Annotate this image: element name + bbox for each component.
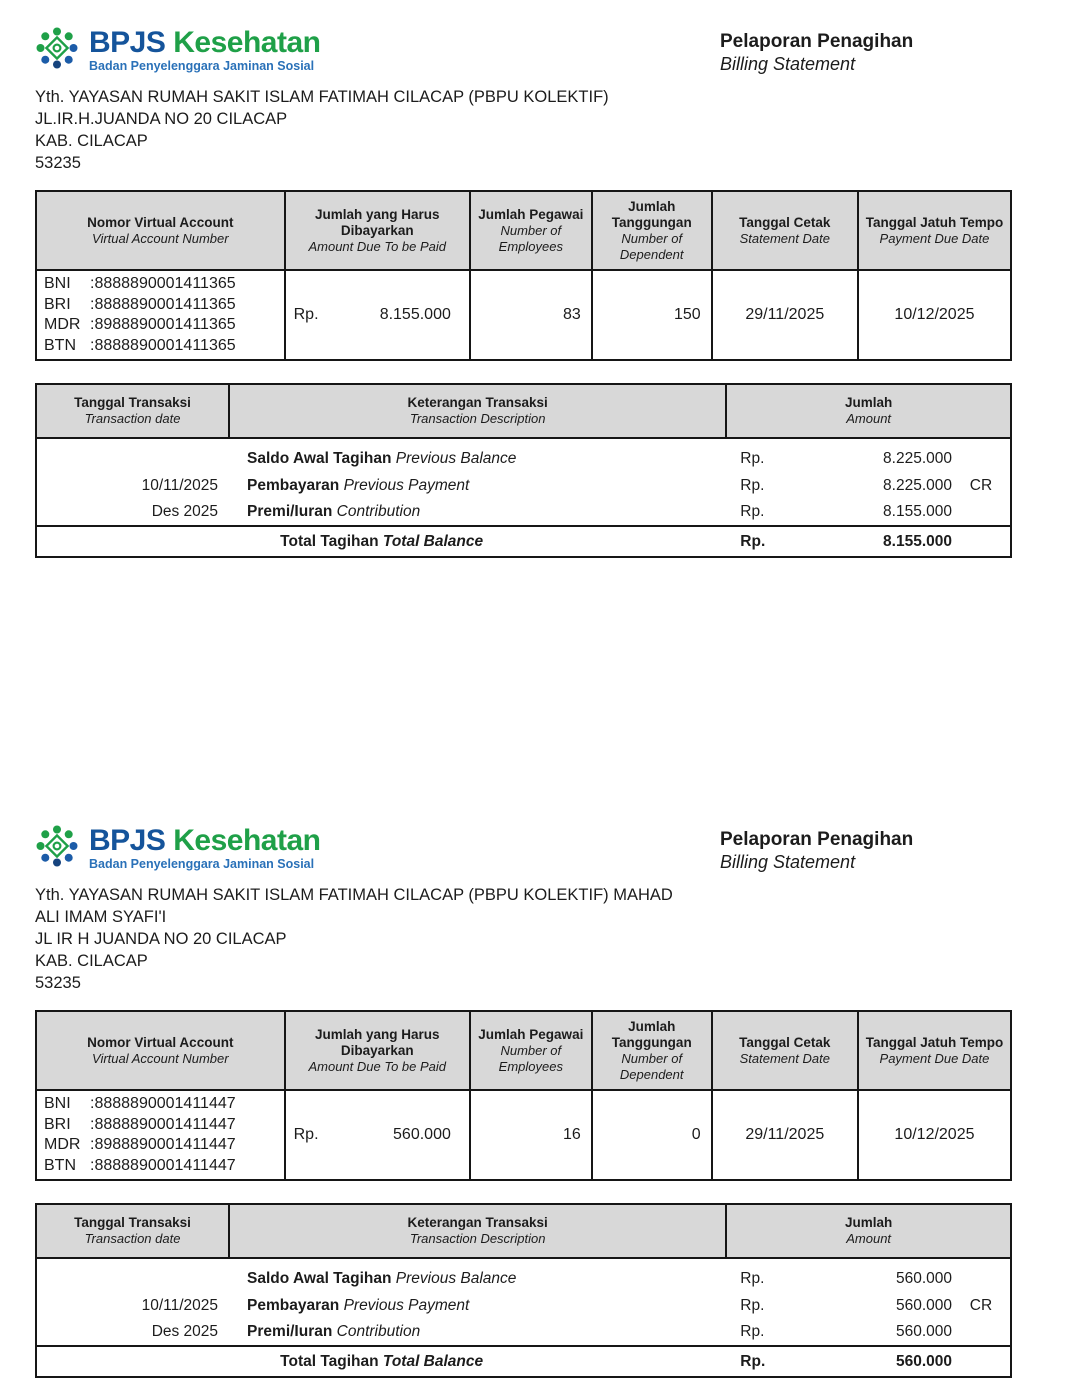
header-id: Jumlah Tanggungan: [611, 199, 692, 230]
address-line: JL.IR.H.JUANDA NO 20 CILACAP: [35, 110, 288, 128]
amount-due-cell: [285, 270, 470, 360]
col-transaction-description: [229, 384, 726, 438]
transaction-row: [36, 1258, 1011, 1292]
description-id: Premi/Iuran: [247, 503, 333, 520]
transaction-amount-cell: [726, 499, 1011, 526]
header-en: Transaction date: [84, 411, 181, 427]
description-id: Pembayaran: [247, 476, 340, 494]
brand-bpjs: BPJS: [89, 26, 166, 59]
col-transaction-date: [36, 1204, 229, 1258]
billing-summary-table: [35, 190, 1012, 361]
va-number: :8888890001411447: [90, 1095, 236, 1112]
description-en: Previous Balance: [395, 450, 517, 467]
payment-due-date: 10/12/2025: [858, 270, 1011, 360]
address-line: Yth. YAYASAN RUMAH SAKIT ISLAM FATIMAH CILACAP (PBPU KOLEKTIF): [35, 88, 609, 106]
description-en: Previous Payment: [343, 476, 470, 494]
total-amount-cell: [726, 1346, 1011, 1377]
brand-kesehatan: Kesehatan: [173, 26, 321, 59]
credit-flag: CR: [969, 1296, 993, 1314]
col-dependents: [592, 1011, 712, 1090]
va-bank: MDR: [44, 316, 81, 333]
address-line: Yth. YAYASAN RUMAH SAKIT ISLAM FATIMAH CILACAP (PBPU KOLEKTIF) MAHAD: [35, 886, 673, 904]
total-amount-cell: [726, 526, 1011, 557]
va-number: :8988890001411447: [90, 1136, 236, 1153]
va-number: :8988890001411365: [90, 316, 236, 333]
col-amount-due: [285, 191, 470, 270]
header-en: Number of Dependent: [619, 231, 684, 262]
total-label-id: Total Tagihan: [280, 532, 379, 550]
transaction-description: [229, 1258, 726, 1292]
transaction-row: [36, 1292, 1011, 1319]
document-heading: [720, 824, 1012, 874]
transaction-header-row: [36, 384, 1011, 438]
col-employees: [470, 1011, 592, 1090]
description-en: Contribution: [336, 503, 421, 520]
currency-label: Rp.: [740, 476, 765, 494]
currency-label: Rp.: [740, 503, 765, 520]
statement-date: 29/11/2025: [712, 270, 858, 360]
header-id: Tanggal Cetak: [739, 214, 831, 230]
header-en: Statement Date: [739, 1050, 830, 1066]
va-entry: [44, 274, 277, 295]
brand-text: [89, 26, 320, 73]
header-id: Keterangan Transaksi: [407, 1215, 548, 1231]
va-number: :8888890001411365: [90, 295, 236, 313]
va-bank: MDR: [44, 1136, 81, 1153]
address-line: ALI IMAM SYAFI'I: [35, 908, 167, 926]
summary-data-row: [36, 1090, 1011, 1180]
col-transaction-amount: [726, 1204, 1011, 1258]
currency-label: Rp.: [740, 1270, 765, 1287]
header-en: Transaction date: [84, 1231, 181, 1247]
total-label: [36, 526, 726, 557]
total-label-id: Total Tagihan: [280, 1352, 379, 1370]
employees-count: 83: [470, 270, 592, 360]
transaction-row: [36, 499, 1011, 526]
transaction-amount-cell: [726, 472, 1011, 499]
header-en: Amount Due To be Paid: [308, 238, 447, 254]
doc-subtitle: Billing Statement: [720, 852, 856, 872]
header-id: Nomor Virtual Account: [87, 1034, 234, 1050]
va-number: :8888890001411365: [90, 275, 236, 292]
amount-value: 8.225.000: [883, 476, 952, 494]
total-row: [36, 526, 1011, 557]
header-id: Tanggal Transaksi: [74, 1215, 191, 1231]
address-line: JL IR H JUANDA NO 20 CILACAP: [35, 930, 287, 948]
bpjs-logo: [35, 26, 320, 75]
transaction-amount-cell: [726, 1258, 1011, 1292]
transaction-date: 10/11/2025: [141, 1296, 219, 1314]
brand-tagline: Badan Penyelenggara Jaminan Sosial: [89, 59, 315, 73]
va-entry: [44, 1156, 277, 1177]
header-en: Number of Dependent: [619, 1051, 684, 1082]
transaction-row: [36, 438, 1011, 472]
currency-label: Rp.: [293, 1126, 319, 1143]
transaction-description: [229, 472, 726, 499]
description-id: Premi/Iuran: [247, 1323, 333, 1340]
total-label-en: Total Balance: [382, 532, 484, 550]
transaction-date: 10/11/2025: [141, 476, 219, 494]
amount-value: 8.155.000: [883, 503, 952, 520]
col-transaction-date: [36, 384, 229, 438]
total-amount-value: 560.000: [895, 1352, 952, 1370]
header-id: Jumlah yang Harus Dibayarkan: [314, 206, 440, 238]
description-en: Previous Payment: [343, 1296, 470, 1314]
header-en: Transaction Description: [409, 1231, 546, 1247]
va-bank: BRI: [44, 1115, 71, 1133]
va-entry: [44, 1094, 277, 1115]
header-en: Payment Due Date: [879, 1050, 990, 1066]
address-line: 53235: [35, 154, 81, 172]
va-entry: [44, 315, 277, 336]
dependents-count: 150: [592, 270, 712, 360]
transaction-description: [229, 1319, 726, 1346]
summary-header-row: [36, 1011, 1011, 1090]
total-label: [36, 1346, 726, 1377]
header-en: Amount Due To be Paid: [308, 1058, 447, 1074]
amount-value: 560.000: [895, 1323, 952, 1340]
header-en: Number of Employees: [498, 223, 563, 254]
description-en: Contribution: [336, 1323, 421, 1340]
amount-due-value: 560.000: [393, 1126, 451, 1143]
col-virtual-account: [36, 191, 285, 270]
va-entry: [44, 1115, 277, 1136]
va-number: :8888890001411447: [90, 1115, 236, 1133]
description-id: Saldo Awal Tagihan: [247, 1270, 392, 1287]
col-amount-due: [285, 1011, 470, 1090]
va-bank: BTN: [44, 1156, 76, 1174]
total-label-en: Total Balance: [382, 1352, 484, 1370]
header-id: Jumlah: [845, 395, 893, 411]
currency-label: Rp.: [740, 450, 765, 467]
header-id: Tanggal Transaksi: [74, 395, 191, 411]
address-line: KAB. CILACAP: [35, 952, 148, 970]
total-row: [36, 1346, 1011, 1377]
va-number: :8888890001411447: [90, 1156, 236, 1174]
header-id: Keterangan Transaksi: [407, 395, 548, 411]
bpjs-logo: [35, 824, 320, 873]
doc-title: Pelaporan Penagihan: [720, 829, 914, 850]
dependents-count: 0: [592, 1090, 712, 1180]
brand-name: [89, 28, 320, 58]
description-id: Pembayaran: [247, 1296, 340, 1314]
currency-label: Rp.: [293, 306, 319, 323]
transaction-date: Des 2025: [151, 1323, 219, 1340]
brand-text: [89, 824, 320, 871]
header-id: Nomor Virtual Account: [87, 214, 234, 230]
header-en: Statement Date: [739, 230, 830, 246]
header-en: Virtual Account Number: [92, 230, 229, 246]
va-entry: [44, 295, 277, 316]
header-en: Virtual Account Number: [92, 1050, 229, 1066]
amount-due-value: 8.155.000: [379, 306, 451, 323]
va-bank: BRI: [44, 295, 71, 313]
currency-label: Rp.: [740, 1296, 765, 1314]
header-id: Jumlah yang Harus Dibayarkan: [314, 1026, 440, 1058]
va-bank: BTN: [44, 336, 76, 354]
doc-title: Pelaporan Penagihan: [720, 31, 914, 52]
statement-date: 29/11/2025: [712, 1090, 858, 1180]
transaction-description: [229, 1292, 726, 1319]
header-en: Amount: [846, 411, 892, 427]
statement-header: [35, 26, 1012, 76]
col-transaction-amount: [726, 384, 1011, 438]
header-en: Transaction Description: [409, 411, 546, 427]
doc-subtitle: Billing Statement: [720, 54, 856, 74]
address-line: 53235: [35, 974, 81, 992]
va-entry: [44, 1135, 277, 1156]
amount-value: 560.000: [895, 1270, 952, 1287]
header-id: Tanggal Jatuh Tempo: [865, 1034, 1004, 1050]
header-id: Jumlah Tanggungan: [611, 1019, 692, 1050]
transaction-row: [36, 1319, 1011, 1346]
col-due-date: [858, 191, 1011, 270]
col-due-date: [858, 1011, 1011, 1090]
header-en: Amount: [846, 1231, 892, 1247]
header-id: Jumlah Pegawai: [478, 1027, 584, 1042]
brand-kesehatan: Kesehatan: [173, 824, 321, 857]
transaction-amount-cell: [726, 1319, 1011, 1346]
bpjs-rosette-icon: [35, 26, 79, 75]
summary-data-row: [36, 270, 1011, 360]
transaction-amount-cell: [726, 1292, 1011, 1319]
statement-1: [35, 26, 1012, 558]
employees-count: 16: [470, 1090, 592, 1180]
virtual-account-list: [36, 1090, 285, 1180]
col-virtual-account: [36, 1011, 285, 1090]
va-bank: BNI: [44, 275, 71, 292]
col-transaction-description: [229, 1204, 726, 1258]
statement-header: [35, 824, 1012, 874]
brand-bpjs: BPJS: [89, 824, 166, 857]
transaction-table: [35, 383, 1012, 558]
address-line: KAB. CILACAP: [35, 132, 148, 150]
col-statement-date: [712, 191, 858, 270]
transaction-table: [35, 1203, 1012, 1378]
amount-value: 8.225.000: [883, 450, 952, 467]
header-id: Tanggal Cetak: [739, 1034, 831, 1050]
amount-value: 560.000: [895, 1296, 952, 1314]
header-en: Number of Employees: [498, 1043, 563, 1074]
total-amount-value: 8.155.000: [883, 532, 952, 550]
description-id: Saldo Awal Tagihan: [247, 450, 392, 467]
amount-due-cell: [285, 1090, 470, 1180]
billing-summary-table: [35, 1010, 1012, 1181]
summary-header-row: [36, 191, 1011, 270]
transaction-amount-cell: [726, 438, 1011, 472]
document-heading: [720, 26, 1012, 76]
transaction-description: [229, 499, 726, 526]
recipient-address: [35, 86, 1012, 174]
payment-due-date: 10/12/2025: [858, 1090, 1011, 1180]
va-number: :8888890001411365: [90, 336, 236, 354]
va-bank: BNI: [44, 1095, 71, 1112]
header-id: Jumlah: [845, 1215, 893, 1231]
col-dependents: [592, 191, 712, 270]
col-statement-date: [712, 1011, 858, 1090]
header-en: Payment Due Date: [879, 230, 990, 246]
transaction-description: [229, 438, 726, 472]
brand-tagline: Badan Penyelenggara Jaminan Sosial: [89, 857, 315, 871]
brand-name: [89, 826, 320, 856]
transaction-date: [36, 438, 229, 472]
transaction-row: [36, 472, 1011, 499]
col-employees: [470, 191, 592, 270]
transaction-header-row: [36, 1204, 1011, 1258]
transaction-date: Des 2025: [151, 503, 219, 520]
currency-label: Rp.: [740, 1323, 765, 1340]
statement-2: [35, 824, 1012, 1378]
va-entry: [44, 336, 277, 357]
header-id: Tanggal Jatuh Tempo: [865, 214, 1004, 230]
currency-label: Rp.: [740, 1352, 766, 1370]
transaction-date: [36, 1258, 229, 1292]
description-en: Previous Balance: [395, 1270, 517, 1287]
currency-label: Rp.: [740, 532, 766, 550]
virtual-account-list: [36, 270, 285, 360]
credit-flag: CR: [969, 476, 993, 494]
recipient-address: [35, 884, 1012, 994]
header-id: Jumlah Pegawai: [478, 207, 584, 222]
bpjs-rosette-icon: [35, 824, 79, 873]
